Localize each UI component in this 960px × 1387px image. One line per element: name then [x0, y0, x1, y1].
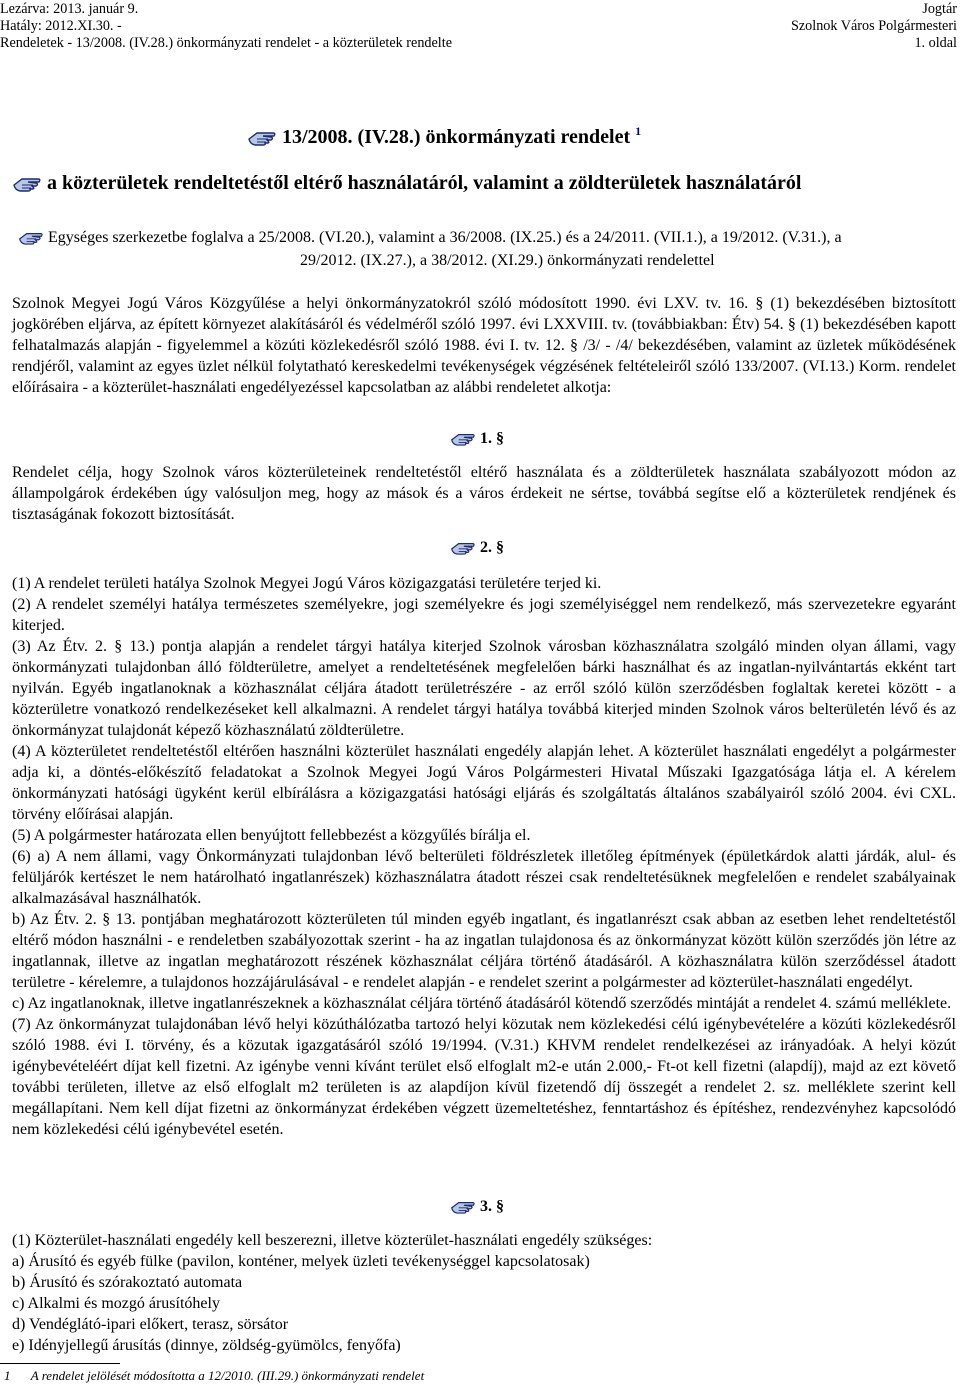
list-item: a) Árusító és egyéb fülke (pavilon, konténer, melyek üzleti tevékenységgel kapcsolatosak) [12, 1253, 590, 1270]
section-2-heading [450, 537, 504, 559]
section-2-body [12, 573, 956, 1140]
page-subtitle [12, 170, 801, 196]
hand-pointer-icon[interactable] [450, 540, 476, 556]
section-2-paragraph: (2) A rendelet személyi hatálya természetes személyekre, jogi személyekre és jogi személyiséggel nem rendelkező, más szervezetekre egyaránt kiterjed. [12, 596, 956, 634]
hand-pointer-icon[interactable] [12, 175, 42, 193]
page-header-right [791, 1, 957, 52]
list-item: e) Idényjellegű árusítás (dinnye, zöldség-gyümölcs, fenyőfa) [12, 1337, 401, 1354]
header-publisher: Szolnok Város Polgármesteri [790, 18, 957, 34]
section-3-heading [450, 1196, 504, 1218]
section-2-paragraph: b) Az Étv. 2. § 13. pontjában meghatározott közterületen túl minden egyéb ingatlant, és ingatlanrészt csak abban az esetben lehet rendeltetéstől eltérő módon használni - e rendeletben szabályozottak szerint - ha az ingatlan tulajdonosa és az önkormányzat között külön szerződés jön létre az ingatlannak, illetve az ingatlan meghatározott részének közhasználat céljára történő átadásáról. A közhasználatra külön szerződéssel átadott területre - kérelemre, a tulajdonos hozzájárulásával - e rendelet alapján - e rendelet szerint a polgármester ad közterület-használati engedélyt. [12, 911, 956, 991]
section-3-intro: (1) Közterület-használati engedély kell beszerezni, illetve közterület-használati engedély szükséges: [12, 1232, 653, 1249]
hand-pointer-icon[interactable] [18, 230, 44, 246]
subtitle-text: a közterületek rendeltetéstől eltérő használatáról, valamint a zöldterületek használatáról [47, 172, 802, 194]
footnote-separator [0, 1363, 120, 1364]
consolidation-line-1: Egységes szerkezetbe foglalva a 25/2008. (VI.20.), valamint a 36/2008. (IX.25.) és a 24/2011. (VII.1.), a 19/2012. (V.31.), a [48, 229, 842, 246]
list-item: d) Vendéglátó-ipari előkert, terasz, sörsátor [12, 1316, 289, 1333]
section-1-heading [450, 428, 504, 450]
section-3-list [12, 1230, 652, 1356]
section-3-label: 3. § [480, 1198, 504, 1215]
section-2-paragraph: (7) Az önkormányzat tulajdonában lévő helyi közúthálózatba tartozó helyi közutak nem közlekedési célú igénybevételére a közúti közlekedésről szóló 1988. évi I. törvény, és a közutak igazgatásáról szóló 19/1994. (V.31.) KHVM rendelet rendelkezései az irányadóak. A helyi közút igénybevételéért díjat kell fizetni. Az igénybe venni kívánt terület első elfoglalt m2-e után 2.000,- Ft-ot kell fizetni (alapdíj), majd az ezt követő további területen, illetve az első elfoglalt m2 területen is az alapdíjon kívül fizetendő díj összegét a rendelet 2. sz. melléklete szerint kell megállapítani. Nem kell díjat fizetni az önkormányzat érdekében végzett üzemeltetéshez, fenntartáshoz és építéshez, rendezvényhez kapcsolódó nem közlekedési célú igénybevétel esetén. [12, 1016, 956, 1138]
preamble: Szolnok Megyei Jogú Város Közgyűlése a helyi önkormányzatokról szóló módosított 1990. évi LXV. tv. 16. § (1) bekezdésében biztosított jogkörében eljárva, az épített környezet alakításáról és védelméről szóló 1997. évi LXXVIII. tv. (továbbiakban: Étv) 54. § (1) bekezdésében kapott felhatalmazás alapján - figyelemmel a közúti közlekedésről szóló 1988. évi I. tv. 12. § /3/ - /4/ bekezdésében, valamint az üzletek működésének rendjéről, valamint az egyes üzlet nélkül folytatható kereskedelmi tevékenységek végzésének feltételeiről szóló 133/2007. (VI.13.) Korm. rendelet előírásaira - a közterület-használati engedélyezéssel kapcsolatban az alábbi rendeletet alkotja: [12, 295, 956, 396]
header-document-path: Rendeletek - 13/2008. (IV.28.) önkormányzati rendelet - a közterületek rendelte [0, 35, 452, 51]
header-source: Jogtár [922, 1, 957, 17]
consolidation-note [20, 226, 955, 272]
hand-pointer-icon[interactable] [450, 1199, 476, 1215]
hand-pointer-icon[interactable] [247, 129, 277, 147]
section-2-paragraph: (3) Az Étv. 2. § 13.) pontja alapján a rendelet tárgyi hatálya kiterjed Szolnok városban közhasználatra szolgáló minden olyan állami, vagy önkormányzati tulajdonban álló földterületre, amelyet a rendeltetésének megfelelően bárki használhat és az ingatlan-nyilvántartás ekként tart nyilván. Egyéb ingatlanoknak a közhasználat céljára átadott területrészére - az erről szóló külön szerződésben foglaltak keretei között - a közterületre vonatkozó rendelkezéseket kell alkalmazni. A rendelet tárgyi hatálya továbbá kiterjed minden Szolnok város belterületén lévő és az önkormányzat tulajdonát képező közhasználatú zöldterületre. [12, 638, 956, 739]
header-closed-date: Lezárva: 2013. január 9. [0, 1, 139, 17]
list-item: c) Alkalmi és mozgó árusítóhely [12, 1295, 220, 1312]
footnote-text: A rendelet jelölését módosította a 12/2010. (III.29.) önkormányzati rendelet [30, 1368, 425, 1383]
section-2-paragraph: (1) A rendelet területi hatálya Szolnok Megyei Jogú Város közigazgatási területére terjed ki. [12, 575, 602, 592]
title-text: 13/2008. (IV.28.) önkormányzati rendelet [282, 126, 631, 148]
header-effective-date: Hatály: 2012.XI.30. - [0, 18, 122, 34]
section-2-label: 2. § [480, 539, 504, 556]
page-title [247, 118, 641, 150]
section-2-paragraph: c) Az ingatlanoknak, illetve ingatlanrészeknek a közhasználat céljára történő átadásáról kötendő szerződés mintáját a rendelet 4. számú melléklete. [12, 995, 952, 1012]
list-item: b) Árusító és szórakoztató automata [12, 1274, 243, 1291]
header-page-number: 1. oldal [914, 35, 957, 51]
hand-pointer-icon[interactable] [450, 431, 476, 447]
page-header-left [0, 1, 452, 52]
section-2-paragraph: (4) A közterületet rendeltetéstől eltérően használni közterület használati engedély alapján lehet. A közterület használati engedélyt a polgármester adja ki, a döntés-előkészítő feladatokat a Szolnok Megyei Jogú Város Polgármesteri Hivatal Műszaki Igazgatósága látja el. A kérelem önkormányzati hatósági ügyként kerül elbírálásra a közigazgatási hatósági eljárás és szolgáltatás általános szabályairól szóló 2004. évi CXL. törvény előírásai alapján. [12, 743, 956, 823]
section-1-label: 1. § [480, 430, 504, 447]
title-footnote-mark[interactable]: 1 [635, 124, 642, 138]
footnote-number: 1 [4, 1368, 11, 1383]
section-1-paragraph: Rendelet célja, hogy Szolnok város közterületeinek rendeltetéstől eltérő használata és a zöldterületek használata szabályozott módon az állampolgárok érdekében úgy valósuljon meg, hogy az mások és a város érdekeit ne sértse, továbbá segítse elő a közterületek rendjének és tisztaságának fokozott biztosítását. [12, 464, 956, 523]
section-2-paragraph: (6) a) A nem állami, vagy Önkormányzati tulajdonban lévő belterületi földrészletek illetőleg építmények (épületkárdok alatti járdák, alul- és felüljárók kertészet le nem határolható ingatlanrészek) közhasználatra átadott részei csak rendeltetésüknek megfelelően e rendelet szabályainak alkalmazásával használhatók. [12, 848, 956, 907]
footnote [4, 1368, 424, 1384]
consolidation-line-2: 29/2012. (IX.27.), a 38/2012. (XI.29.) önkormányzati rendelettel [300, 252, 715, 269]
section-2-paragraph: (5) A polgármester határozata ellen benyújtott fellebbezést a közgyűlés bírálja el. [12, 827, 531, 844]
